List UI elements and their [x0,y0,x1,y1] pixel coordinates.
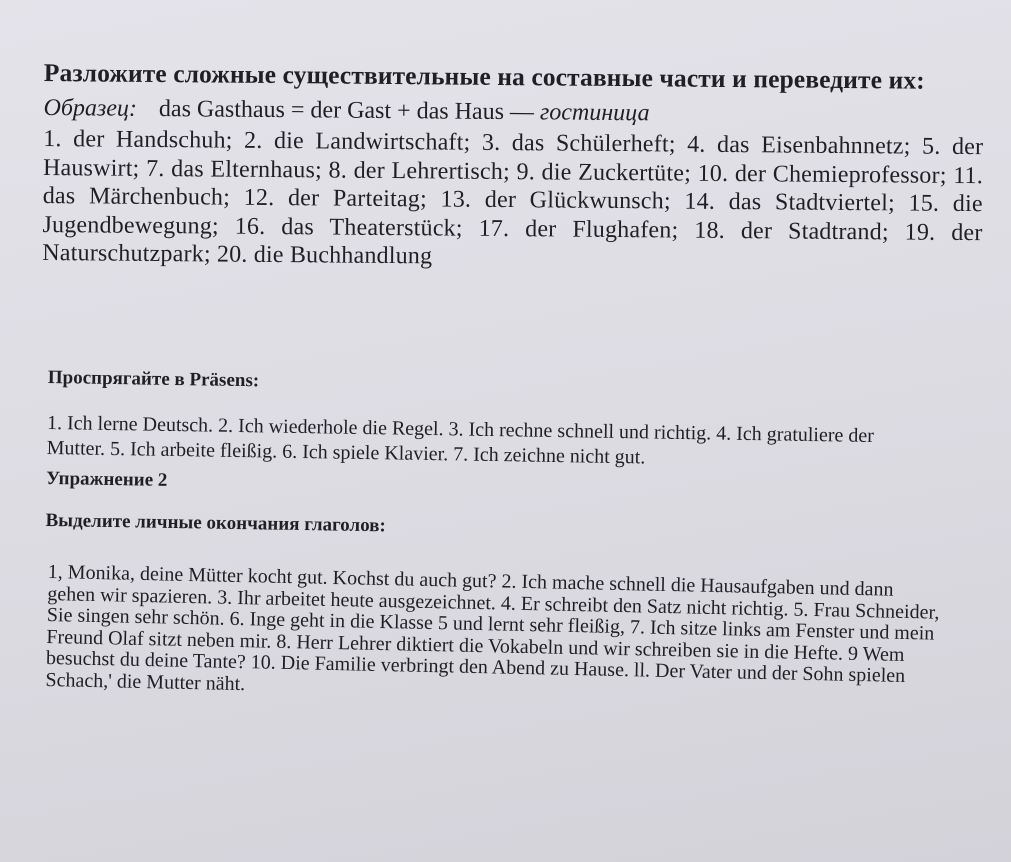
sample-label: Образец: [43,94,138,122]
task-compound-nouns [42,58,984,276]
task2-heading: Проспрягайте в Präsens: [47,366,260,392]
task-conjugate [45,366,898,546]
compound-noun-list: 1. der Handschuh; 2. die Landwirtschaft; 3. das Schülerheft; 4. das Eisenbahnnetz; 5. der Hauswirt; 7. das Elternhaus; 8. der Lehrertisch; 9. die Zuckertüte; 10. der Chemieprofessor; 11. das Märchenbuch; 12. der Parteitag; 13. der Glückwunsch; 14. das Stadtviertel; 15. die Jugendbewegung; 16. das Theaterstück; 17. der Flughafen; 18. der Stadtrand; 19. der Naturschutzpark; 20. die Buchhandlung [42,125,984,270]
task1-heading: Разложите сложные существительные на составные части и переведите их: [43,58,925,95]
task2-sentences: 1. Ich lerne Deutsch. 2. Ich wiederhole die Regel. 3. Ich rechne schnell und richtig. 4. Ich gratuliere der Mutter. 5. Ich arbeite fleißig. 6. Ich spiele Klavier. 7. Ich zeichne nicht gut. [46,411,875,469]
sample-text: das Gasthaus = der Gast + das Haus — [158,96,541,126]
task3-sentences: 1, Monika, deine Mütter kocht gut. Kochst du auch gut? 2. Ich mache schnell die Hausaufgaben und dann gehen wir spazieren. 3. Ihr arbeitet heute ausgezeichnet. 4. Er schreibt den Satz nicht richtig. 5. Frau Schneider, Sie singen sehr schön. 6. Inge geht in die Klasse 5 und lernt sehr fleißig, 7. Ich sitze links am Fenster und mein Freund Olaf sitzt neben mir. 8. Herr Lehrer diktiert die Vokabeln und wir schreiben sie in die Hefte. 9 Wem besuchst du deine Tante? 10. Die Familie verbringt den Abend zu Hause. ll. Der Vater und der Sohn spielen Schach,' die Mutter näht. [45,561,940,695]
exercise-label: Упражнение 2 [46,467,168,491]
task-verb-endings [45,562,943,710]
task3-heading: Выделите личные окончания глаголов: [45,509,386,537]
sample-translation: гостиница [539,99,650,127]
